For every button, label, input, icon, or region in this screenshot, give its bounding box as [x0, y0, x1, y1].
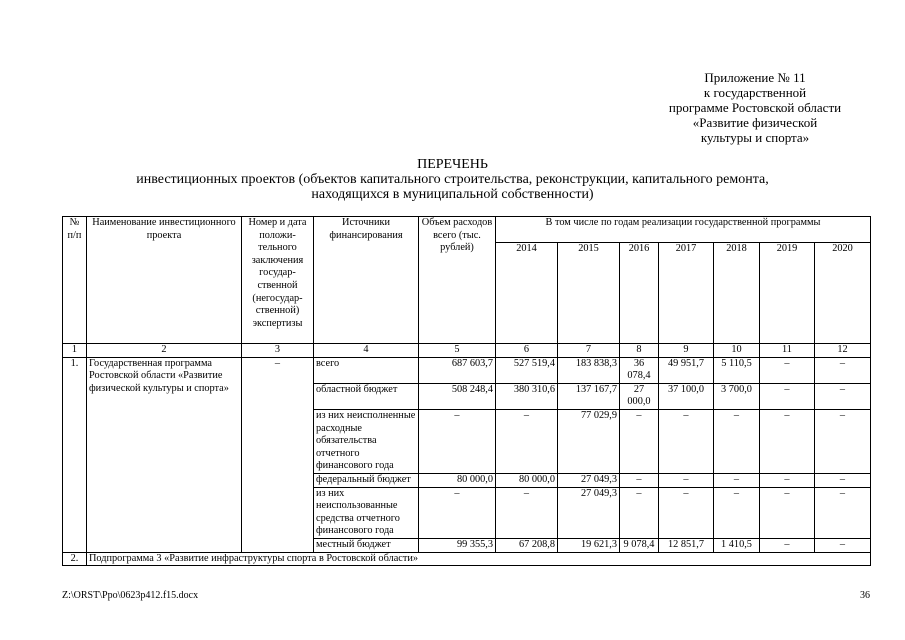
investment-projects-table — [62, 216, 871, 566]
appendix-line: Приложение № 11 — [704, 70, 806, 85]
column-number: 1 — [63, 344, 87, 358]
appendix-line: программе Ростовской области — [668, 100, 842, 115]
value-cell: 3 700,0 — [714, 383, 760, 409]
value-cell: 27 000,0 — [620, 383, 659, 409]
value-cell: – — [714, 487, 760, 538]
document-title — [0, 157, 905, 202]
header-year: 2015 — [558, 243, 620, 344]
row-num: 2. — [63, 552, 87, 566]
column-number: 10 — [714, 344, 760, 358]
value-cell: – — [419, 409, 496, 473]
header-year: 2014 — [496, 243, 558, 344]
appendix-line: к государственной — [703, 85, 807, 100]
value-cell: – — [760, 409, 815, 473]
column-numbers-row — [63, 344, 871, 358]
value-cell: 27 049,3 — [558, 473, 620, 487]
value-cell: – — [714, 409, 760, 473]
row-num: 1. — [63, 357, 87, 552]
value-cell: 37 100,0 — [659, 383, 714, 409]
value-cell: – — [815, 409, 871, 473]
table-row — [63, 357, 871, 383]
table-header-row — [63, 217, 871, 243]
header-year: 2016 — [620, 243, 659, 344]
header-num: № п/п — [63, 217, 87, 344]
funding-source: областной бюджет — [314, 383, 419, 409]
value-cell: – — [620, 409, 659, 473]
value-cell: 380 310,6 — [496, 383, 558, 409]
value-cell: 80 000,0 — [419, 473, 496, 487]
value-cell: 80 000,0 — [496, 473, 558, 487]
value-cell: – — [760, 538, 815, 552]
header-name: Наименование инвестиционного проекта — [87, 217, 242, 344]
value-cell: – — [620, 487, 659, 538]
value-cell: – — [659, 487, 714, 538]
title-subtitle: находящихся в муниципальной собственности) — [311, 187, 594, 202]
value-cell: 137 167,7 — [558, 383, 620, 409]
value-cell: 67 208,8 — [496, 538, 558, 552]
value-cell: – — [815, 357, 871, 383]
value-cell: 9 078,4 — [620, 538, 659, 552]
value-cell: – — [496, 487, 558, 538]
value-cell: – — [659, 409, 714, 473]
header-year: 2018 — [714, 243, 760, 344]
column-number: 11 — [760, 344, 815, 358]
header-years-group: В том числе по годам реализации государственной программы — [496, 217, 871, 243]
value-cell: – — [815, 383, 871, 409]
value-cell: – — [815, 538, 871, 552]
header-sources: Источники финансирования — [314, 217, 419, 344]
title-subtitle: инвестиционных проектов (объектов капитального строительства, реконструкции, капитального ремонта, — [136, 172, 769, 187]
value-cell: 99 355,3 — [419, 538, 496, 552]
funding-source: из них неиспользованные средства отчетного финансового года — [314, 487, 419, 538]
value-cell: – — [760, 383, 815, 409]
value-cell: 687 603,7 — [419, 357, 496, 383]
header-expertise: Номер и дата положи-тельного заключения государ-ственной (негосудар-ственной) экспертизы — [242, 217, 314, 344]
value-cell: 49 951,7 — [659, 357, 714, 383]
funding-source: федеральный бюджет — [314, 473, 419, 487]
table-row — [63, 552, 871, 566]
expertise-value: – — [242, 357, 314, 552]
value-cell: 12 851,7 — [659, 538, 714, 552]
header-volume: Объем расходов всего (тыс. рублей) — [419, 217, 496, 344]
value-cell: 183 838,3 — [558, 357, 620, 383]
column-number: 2 — [87, 344, 242, 358]
value-cell: – — [760, 473, 815, 487]
value-cell: 27 049,3 — [558, 487, 620, 538]
column-number: 4 — [314, 344, 419, 358]
value-cell: – — [659, 473, 714, 487]
value-cell: – — [419, 487, 496, 538]
title-heading: ПЕРЕЧЕНЬ — [417, 157, 488, 172]
value-cell: 5 110,5 — [714, 357, 760, 383]
header-year: 2019 — [760, 243, 815, 344]
appendix-line: «Развитие физической — [692, 115, 818, 130]
value-cell: 19 621,3 — [558, 538, 620, 552]
value-cell: – — [760, 487, 815, 538]
value-cell: – — [620, 473, 659, 487]
value-cell: 36 078,4 — [620, 357, 659, 383]
header-year: 2020 — [815, 243, 871, 344]
header-year: 2017 — [659, 243, 714, 344]
funding-source: из них неисполненные расходные обязательства отчетного финансового года — [314, 409, 419, 473]
value-cell: – — [815, 473, 871, 487]
appendix-header — [600, 70, 905, 145]
page-number: 36 — [860, 590, 870, 601]
value-cell: – — [714, 473, 760, 487]
column-number: 5 — [419, 344, 496, 358]
column-number: 7 — [558, 344, 620, 358]
value-cell: 77 029,9 — [558, 409, 620, 473]
funding-source: всего — [314, 357, 419, 383]
column-number: 8 — [620, 344, 659, 358]
column-number: 6 — [496, 344, 558, 358]
column-number: 9 — [659, 344, 714, 358]
value-cell: 1 410,5 — [714, 538, 760, 552]
appendix-line: культуры и спорта» — [700, 130, 810, 145]
column-number: 12 — [815, 344, 871, 358]
subprogram-title: Подпрограмма 3 «Развитие инфраструктуры спорта в Ростовской области» — [87, 552, 871, 566]
funding-source: местный бюджет — [314, 538, 419, 552]
project-name: Государственная программа Ростовской области «Развитие физической культуры и спорта» — [87, 357, 242, 552]
value-cell: – — [760, 357, 815, 383]
value-cell: 527 519,4 — [496, 357, 558, 383]
value-cell: – — [496, 409, 558, 473]
file-path: Z:\ORST\Ppo\0623p412.f15.docx — [62, 590, 199, 601]
value-cell: 508 248,4 — [419, 383, 496, 409]
value-cell: – — [815, 487, 871, 538]
column-number: 3 — [242, 344, 314, 358]
